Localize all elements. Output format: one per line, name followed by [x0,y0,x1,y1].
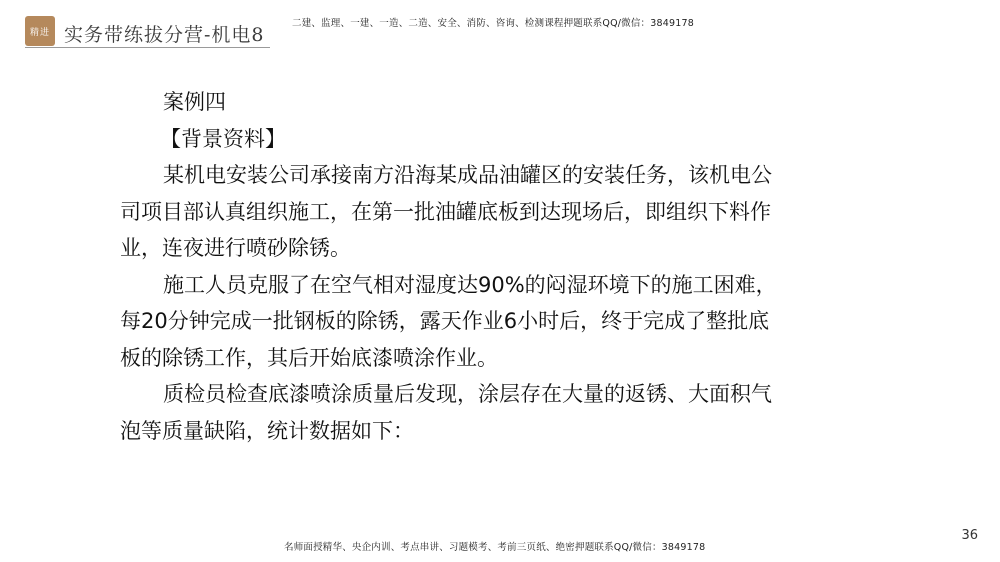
logo [25,16,55,46]
paragraph-2-line-2: 每20分钟完成一批钢板的除锈，露天作业6小时后，终于完成了整批底 [120,309,770,333]
paragraph-2-line-3: 板的除锈工作，其后开始底漆喷涂作业。 [120,345,498,370]
page-header-title: 实务带练拔分营-机电8 [64,24,265,46]
header-divider [25,47,270,48]
case-title: 案例四 [163,90,226,114]
paragraph-1-line-3: 业，连夜进行喷砂除锈。 [120,236,351,260]
slide-body [120,84,805,449]
section-heading: 【背景资料】 [160,126,286,151]
paragraph-3-line-2: 泡等质量缺陷，统计数据如下： [120,418,414,443]
bottom-contact-banner: 名师面授精华、央企内训、考点串讲、习题模考、考前三页纸、绝密押题联系QQ/微信：3849178 [284,542,706,553]
paragraph-1-line-2: 司项目部认真组织施工，在第一批油罐底板到达现场后，即组织下料作 [120,199,771,224]
logo-text: 精进 [29,27,50,38]
page-number: 36 [961,528,978,543]
top-contact-banner: 二建、监理、一建、一造、二造、安全、消防、咨询、检测课程押题联系QQ/微信：3849178 [292,18,694,29]
paragraph-1-line-1: 某机电安装公司承接南方沿海某成品油罐区的安装任务，该机电公 [163,163,772,187]
paragraph-2-line-1: 施工人员克服了在空气相对湿度达90%的闷湿环境下的施工困难， [163,272,777,297]
paragraph-3-line-1: 质检员检查底漆喷涂质量后发现，涂层存在大量的返锈、大面积气 [163,382,772,406]
